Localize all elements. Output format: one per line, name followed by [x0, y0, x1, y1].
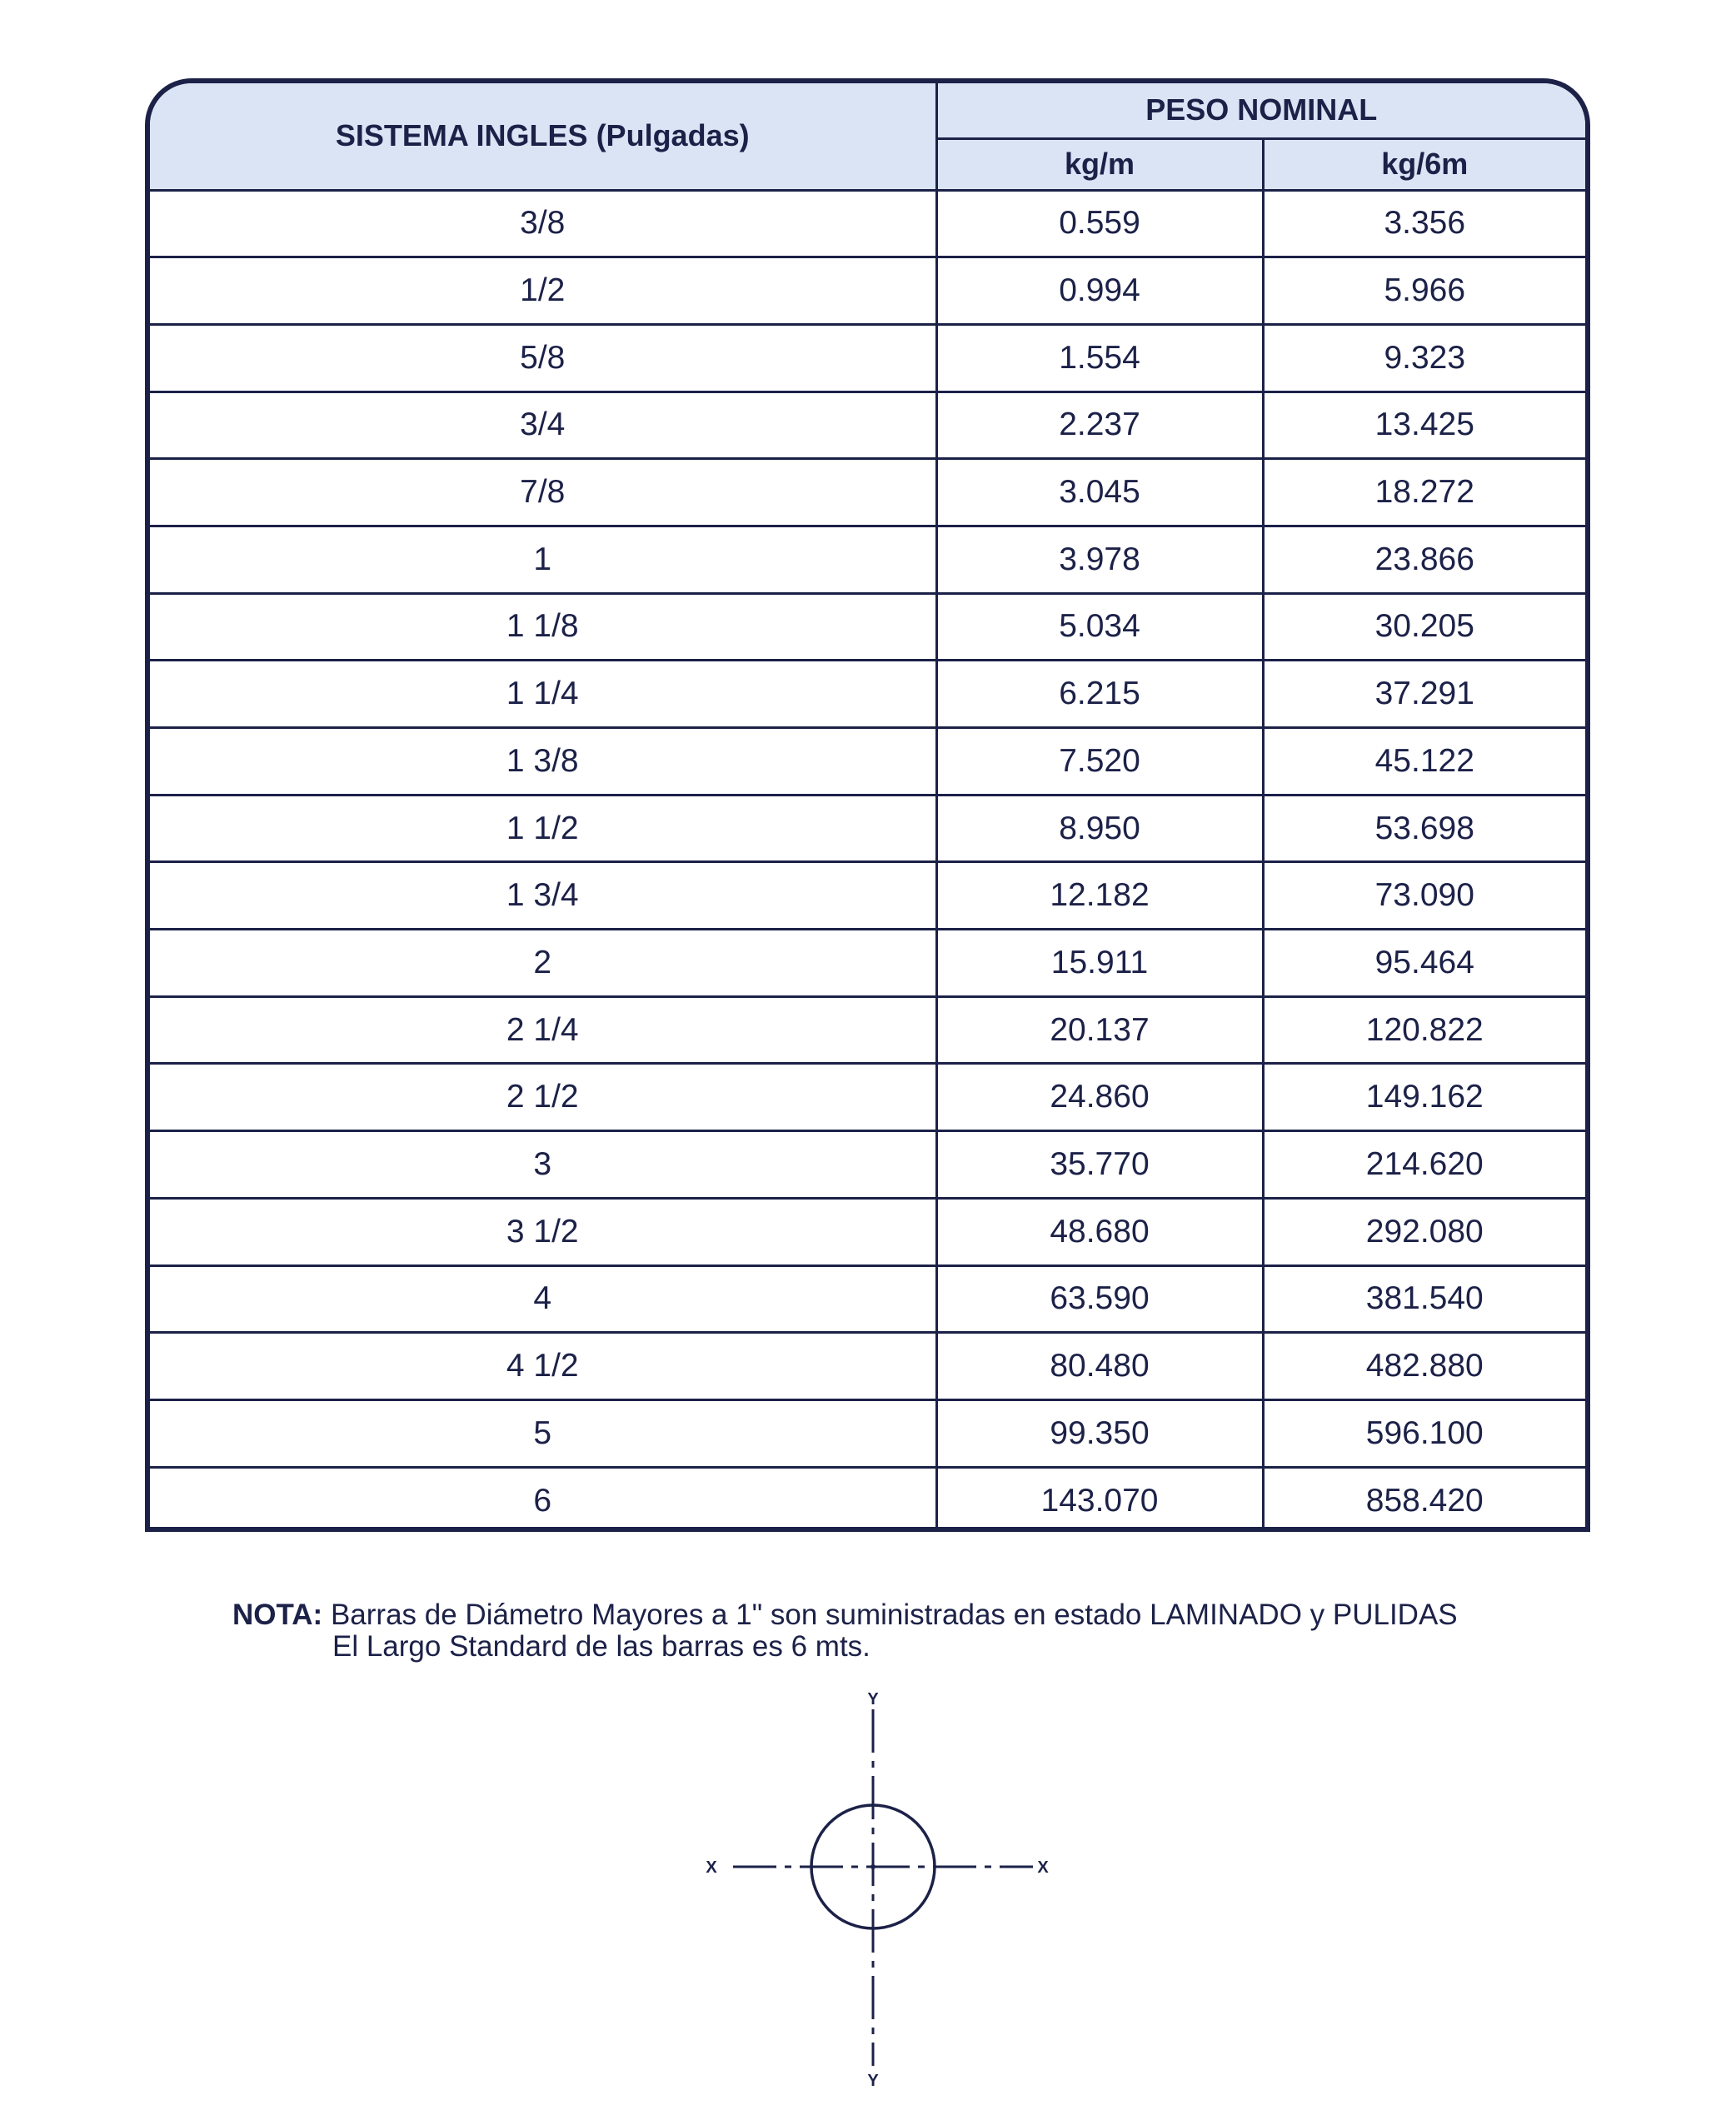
kgm-cell: 24.860	[936, 1064, 1263, 1131]
kgm-cell: 0.994	[936, 257, 1263, 325]
kg6m-cell: 18.272	[1263, 459, 1585, 526]
kgm-cell: 143.070	[936, 1467, 1263, 1532]
size-cell: 6	[150, 1467, 936, 1532]
table-row	[150, 1265, 1585, 1333]
kgm-cell: 6.215	[936, 661, 1263, 728]
size-cell: 5/8	[150, 324, 936, 392]
kgm-cell: 5.034	[936, 593, 1263, 661]
size-cell: 2	[150, 930, 936, 997]
size-cell: 4 1/2	[150, 1333, 936, 1400]
kg6m-cell: 214.620	[1263, 1131, 1585, 1199]
kgm-header: kg/m	[936, 138, 1263, 190]
size-cell: 1 3/4	[150, 862, 936, 930]
kg6m-cell: 596.100	[1263, 1399, 1585, 1467]
kg6m-cell: 482.880	[1263, 1333, 1585, 1400]
y-bottom-label: Y	[867, 2072, 879, 2090]
kg6m-cell: 23.866	[1263, 526, 1585, 593]
size-cell: 3/4	[150, 392, 936, 459]
table-row	[150, 459, 1585, 526]
size-cell: 1 1/8	[150, 593, 936, 661]
size-cell: 7/8	[150, 459, 936, 526]
kgm-cell: 8.950	[936, 795, 1263, 862]
table-row	[150, 1198, 1585, 1265]
kgm-cell: 48.680	[936, 1198, 1263, 1265]
note-label: NOTA:	[232, 1599, 323, 1631]
kg6m-cell: 30.205	[1263, 593, 1585, 661]
kg6m-cell: 9.323	[1263, 324, 1585, 392]
kg6m-cell: 37.291	[1263, 661, 1585, 728]
center-point	[870, 1864, 875, 1869]
kg6m-cell: 292.080	[1263, 1198, 1585, 1265]
table-row	[150, 1467, 1585, 1532]
kg6m-cell: 13.425	[1263, 392, 1585, 459]
table-body	[150, 190, 1585, 1532]
nominal-weight-header: PESO NOMINAL	[936, 83, 1585, 138]
table-row	[150, 930, 1585, 997]
kgm-cell: 3.045	[936, 459, 1263, 526]
table-row	[150, 862, 1585, 930]
note	[232, 1599, 1458, 1663]
kgm-cell: 12.182	[936, 862, 1263, 930]
kg6m-cell: 120.822	[1263, 996, 1585, 1064]
size-cell: 1 1/2	[150, 795, 936, 862]
table-row	[150, 1333, 1585, 1400]
table-row	[150, 661, 1585, 728]
size-cell: 3 1/2	[150, 1198, 936, 1265]
table-row	[150, 190, 1585, 257]
note-line-1	[232, 1599, 1458, 1631]
kgm-cell: 63.590	[936, 1265, 1263, 1333]
table-row	[150, 392, 1585, 459]
kgm-cell: 1.554	[936, 324, 1263, 392]
table-row	[150, 526, 1585, 593]
kg6m-cell: 381.540	[1263, 1265, 1585, 1333]
size-cell: 2 1/2	[150, 1064, 936, 1131]
table-row	[150, 996, 1585, 1064]
size-cell: 4	[150, 1265, 936, 1333]
table-row	[150, 795, 1585, 862]
kgm-cell: 0.559	[936, 190, 1263, 257]
size-cell: 2 1/4	[150, 996, 936, 1064]
size-cell: 5	[150, 1399, 936, 1467]
table-row	[150, 257, 1585, 325]
note-line-2: El Largo Standard de las barras es 6 mts.	[332, 1630, 870, 1663]
kgm-cell: 20.137	[936, 996, 1263, 1064]
kgm-cell: 3.978	[936, 526, 1263, 593]
system-header: SISTEMA INGLES (Pulgadas)	[150, 83, 936, 190]
bar-cross-section-diagram	[691, 1691, 1066, 2091]
table-row	[150, 1064, 1585, 1131]
size-cell: 1 1/4	[150, 661, 936, 728]
kgm-cell: 2.237	[936, 392, 1263, 459]
weight-table-frame	[145, 78, 1590, 1532]
kgm-cell: 80.480	[936, 1333, 1263, 1400]
kg6m-cell: 149.162	[1263, 1064, 1585, 1131]
size-cell: 3/8	[150, 190, 936, 257]
kgm-cell: 99.350	[936, 1399, 1263, 1467]
size-cell: 1	[150, 526, 936, 593]
kg6m-cell: 3.356	[1263, 190, 1585, 257]
table-row	[150, 728, 1585, 796]
table-row	[150, 593, 1585, 661]
kg6m-cell: 5.966	[1263, 257, 1585, 325]
kg6m-header: kg/6m	[1263, 138, 1585, 190]
kg6m-cell: 95.464	[1263, 930, 1585, 997]
kgm-cell: 7.520	[936, 728, 1263, 796]
x-right-label: X	[1037, 1858, 1049, 1877]
kg6m-cell: 73.090	[1263, 862, 1585, 930]
table-row	[150, 1399, 1585, 1467]
kg6m-cell: 858.420	[1263, 1467, 1585, 1532]
table-row	[150, 324, 1585, 392]
kgm-cell: 35.770	[936, 1131, 1263, 1199]
size-cell: 1/2	[150, 257, 936, 325]
size-cell: 1 3/8	[150, 728, 936, 796]
size-cell: 3	[150, 1131, 936, 1199]
kg6m-cell: 45.122	[1263, 728, 1585, 796]
kgm-cell: 15.911	[936, 930, 1263, 997]
note-text-1: Barras de Diámetro Mayores a 1" son suministradas en estado LAMINADO y PULIDAS	[330, 1599, 1458, 1631]
weight-table	[150, 83, 1585, 1532]
kg6m-cell: 53.698	[1263, 795, 1585, 862]
y-top-label: Y	[867, 1691, 879, 1708]
x-left-label: X	[706, 1858, 717, 1877]
table-row	[150, 1131, 1585, 1199]
